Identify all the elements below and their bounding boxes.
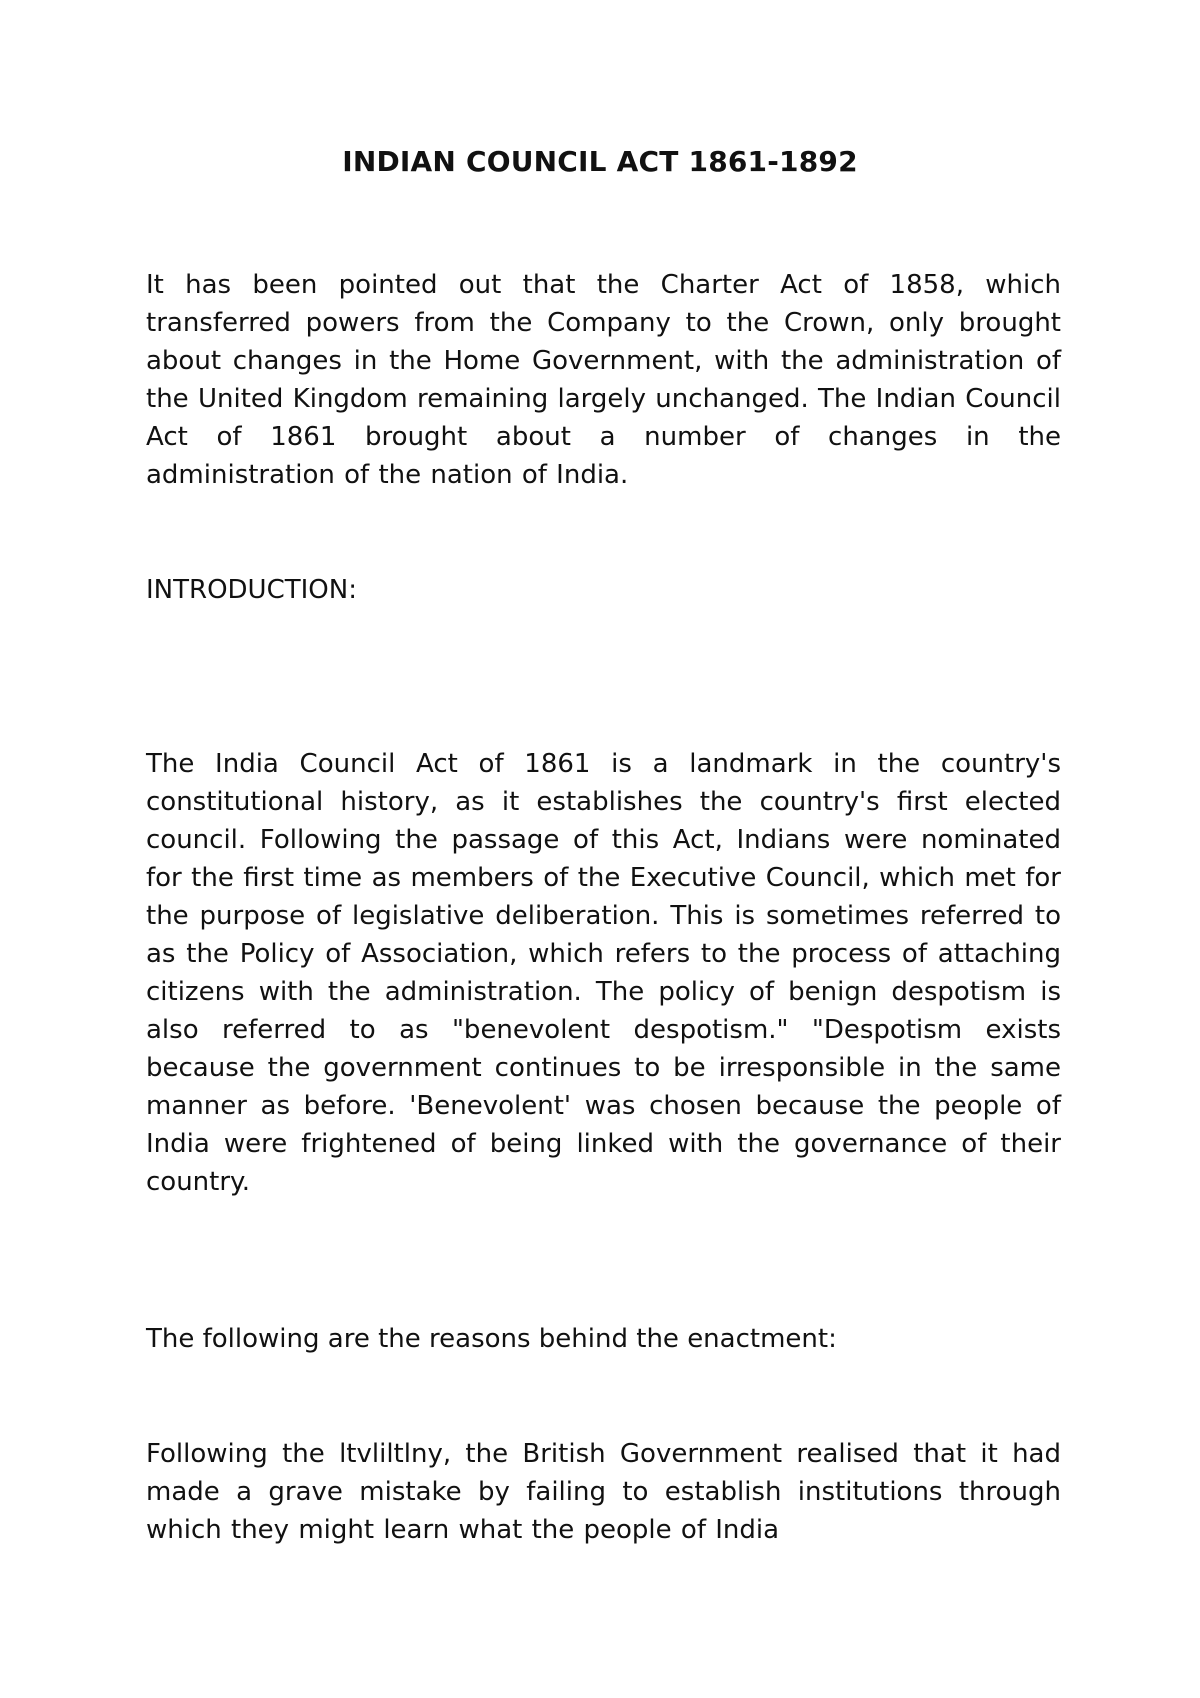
paragraph-following-mutiny: Following the ltvliltlny, the British Government realised that it had made a grave mistake by failing to establish institutions through which they might learn what the people of India [146,1439,1061,1545]
paragraph-india-council-act: The India Council Act of 1861 is a landmark in the country's constitutional history, as it establishes the country's first elected council. Following the passage of this Act, Indians were nominated for the first time as members of the Executive Council, which met for the purpose of legislative deliberation. This is sometimes referred to as the Policy of Association, which refers to the process of attaching citizens with the administration. The policy of benign despotism is also referred to as "benevolent despotism." "Despotism exists because the government continues to be irresponsible in the same manner as before. 'Benevolent' was chosen because the people of India were frightened of being linked with the governance of their country. [146,749,1061,1197]
reasons-intro-line: The following are the reasons behind the enactment: [146,1324,837,1354]
page-title: INDIAN COUNCIL ACT 1861-1892 [342,145,858,178]
paragraph-charter-act: It has been pointed out that the Charter Act of 1858, which transferred powers from the Company to the Crown, only brought about changes in the Home Government, with the administration of the United Kingdom remaining largely unchanged. The Indian Council Act of 1861 brought about a number of changes in the administration of the nation of India. [146,270,1061,490]
section-heading-introduction: INTRODUCTION: [146,575,357,605]
